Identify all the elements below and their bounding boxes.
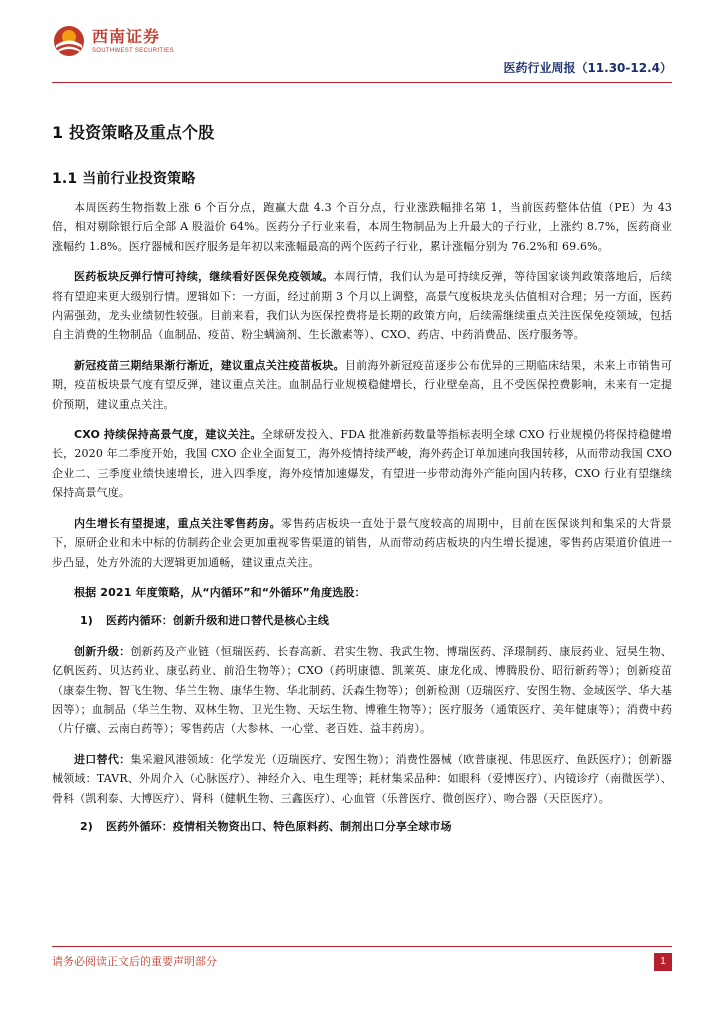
document-body (52, 118, 672, 836)
market-summary-paragraph (52, 198, 672, 256)
logo-english-name: SOUTHWEST SECURITIES (92, 47, 174, 54)
logo-chinese-name: 西南证券 (92, 26, 161, 46)
inner-cycle-number: 1) (80, 614, 93, 628)
innovation-lead: 创新升级： (74, 644, 131, 658)
section-1-1-heading: 1.1 当前行业投资策略 (52, 171, 196, 187)
retail-pharmacy-lead: 内生增长有望提速，重点关注零售药房。 (74, 516, 282, 530)
vaccine-lead: 新冠疫苗三期结果渐行渐近，建议重点关注疫苗板块。 (74, 358, 345, 372)
company-logo (52, 24, 174, 58)
import-substitution-body: 集采避风港领域：化学发光（迈瑞医疗、安图生物）；消费性器械（欧普康视、伟思医疗、鱼跃医疗）；创新器械领域：TAVR、外周介入（心脉医疗）、神经介入、电生理等；耗材集采品种：如眼科（爱博医疗）、内镜诊疗（南微医学）、骨科（凯利泰、大博医疗）、肾科（健帆生物、三鑫医疗）、心血管（乐普医疗、微创医疗）、吻合器（天臣医疗）。 (52, 752, 672, 805)
report-title: 医药行业周报（11.30-12.4） (503, 61, 672, 75)
disclaimer-text: 请务必阅读正文后的重要声明部分 (52, 955, 217, 968)
page-number-badge: 1 (654, 953, 672, 971)
import-substitution-lead: 进口替代： (74, 752, 131, 766)
rebound-paragraph (52, 267, 672, 345)
section-1-heading: 1 投资策略及重点个股 (52, 123, 215, 142)
innovation-paragraph (52, 642, 672, 739)
outer-cycle-number: 2) (80, 819, 93, 833)
rebound-lead: 医药板块反弹行情可持续，继续看好医保免疫领域。 (74, 270, 334, 284)
inner-cycle-heading (52, 611, 672, 630)
innovation-body: 创新药及产业链（恒瑞医药、长春高新、君实生物、我武生物、博瑞医药、泽璟制药、康辰药业、冠昊生物、亿帆医药、贝达药业、康弘药业、前沿生物等）；CXO（药明康德、凯莱英、康龙化成、博腾股份、昭衍新药等）；创新疫苗（康泰生物、智飞生物、华兰生物、康华生物、华北制药、沃森生物等）；创新检测（迈瑞医疗、安图生物、金域医学、华大基因等）；血制品（华兰生物、双林生物、卫光生物、天坛生物、博雅生物等）；医疗服务（通策医疗、美年健康等）；消费中药（片仔癀、云南白药等）；零售药店（大参林、一心堂、老百姓、益丰药房）。 (52, 644, 673, 736)
vaccine-paragraph (52, 356, 672, 414)
sun-logo-icon (52, 24, 86, 58)
strategy-heading: 根据 2021 年度策略，从“内循环”和“外循环”角度选股： (74, 585, 366, 599)
cxo-body: 全球研发投入、FDA 批准新药数量等指标表明全球 CXO 行业规模仍将保持稳健增长，2020 年二季度开始，我国 CXO 企业全面复工，海外疫情持续严峻，海外药企订单加速向我国转移，从而带动我国 CXO 企业二、三季度业绩快速增长，进入四季度，海外疫情加速爆发，有望进一步带动海外产能向国内转移，CXO 行业有望继续保持高景气度。 (52, 428, 672, 500)
cxo-paragraph (52, 425, 672, 503)
outer-cycle-title: 医药外循环：疫情相关物资出口、特色原料药、制剂出口分享全球市场 (106, 819, 452, 833)
page-header (52, 14, 672, 83)
cxo-lead: CXO 持续保持高景气度，建议关注。 (74, 428, 262, 442)
retail-pharmacy-body: 零售药店板块一直处于景气度较高的周期中，目前在医保谈判和集采的大背景下，原研企业和未中标的仿制药企业会更加重视零售渠道的销售，从而带动药店板块的内生增长提速，零售药店渠道价值进一步凸显，处方外流的大逻辑更加通畅，建议重点关注。 (52, 516, 672, 569)
vaccine-body: 目前海外新冠疫苗逐步公布优异的三期临床结果，未来上市销售可期，疫苗板块景气度有望反弹，建议重点关注。血制品行业规模稳健增长，行业壁垒高，且不受医保控费影响，未来有一定提价预期，建议重点关注。 (52, 358, 672, 411)
inner-cycle-title: 医药内循环：创新升级和进口替代是核心主线 (106, 614, 329, 628)
rebound-body: 本周行情，我们认为是可持续反弹，等待国家谈判政策落地后，后续将有望迎来更大级别行情。逻辑如下：一方面，经过前期 3 个月以上调整，高景气度板块龙头估值相对合理；另一方面，医药内需强劲，龙头业绩韧性较强。目前来看，我们认为医保控费将是长期的政策方向，后续需继续重点关注医保免疫领域，包括自主消费的生物制品（血制品、疫苗、粉尘螨滴剂、生长激素等）、CXO、药店、中药消费品、医疗服务等。 (52, 270, 673, 342)
market-summary-text: 本周医药生物指数上涨 6 个百分点，跑赢大盘 4.3 个百分点，行业涨跌幅排名第 1，当前医药整体估值（PE）为 43 倍，相对剔除银行后全部 A 股溢价 64%。医药分子行业来看，本周生物制品为上升最大的子行业，上涨约 8.7%，医药商业涨幅约 1.8%。医疗器械和医疗服务是年初以来涨幅最高的两个医药子行业，累计涨幅分别为 76.2%和 69.6%。 (52, 201, 672, 253)
import-substitution-paragraph (52, 750, 672, 808)
page-footer (52, 946, 672, 977)
retail-pharmacy-paragraph (52, 514, 672, 572)
outer-cycle-heading (52, 817, 672, 836)
